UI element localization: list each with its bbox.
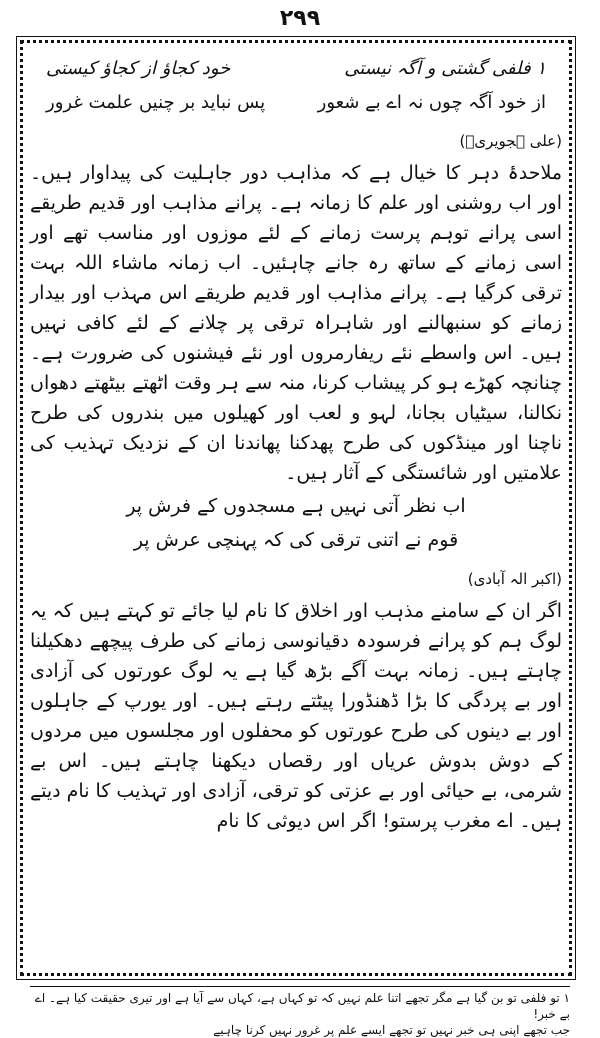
footnotes — [30, 990, 570, 1038]
verse-line-1-right: ۱ فلفی گشتی و آگہ نیستی — [344, 58, 546, 79]
paragraph-1: ملاحدۂ دہر کا خیال ہے کہ مذاہب دور جاہلیت کی پیداوار ہیں۔ اور اب روشنی اور علم کا زمانہ ہے۔ پرانے مذاہب اور قدیم طریقے اسی پرانے توہم پرست زمانے کے لئے موزوں اور مناسب تھے اور اسی زمانے کے ساتھ رہ جانے چاہئیں۔ اب زمانہ ماشاء اللہ بہت ترقی کرگیا ہے۔ پرانے مذاہب اور قدیم طریقے اس مہذب اور بیدار زمانے کو سنبھالنے اور شاہراہ ترقی پر چلانے کے لئے کافی نہیں ہیں۔ اس واسطے نئے ریفارمروں اور نئے فیشنوں کی ضرورت ہے۔ چنانچہ کھڑے ہو کر پیشاب کرنا، منہ سے ہر وقت اٹھتے بیٹھتے دھواں نکالنا، سیٹیاں بجانا، لہو و لعب اور کھیلوں میں بندروں کی طرح ناچنا اور مینڈکوں کی طرح پھدکنا پھاندنا ان کے نزدیک تہذیب کی علامتیں اور شائستگی کے آثار ہیں۔ — [30, 162, 562, 484]
couplet-line-2: قوم نے اتنی ترقی کی کہ پہنچی عرش پر — [133, 529, 459, 551]
couplet-line-1: اب نظر آتی نہیں ہے مسجدوں کے فرش پر — [126, 495, 466, 517]
page-number: ۲۹۹ — [279, 6, 321, 31]
attribution-ali-hujwiri: (علی ہجویریؒ) — [459, 132, 562, 150]
prose-block-1 — [30, 158, 562, 488]
prose-block-2 — [30, 596, 562, 836]
page-body — [30, 52, 562, 836]
footnote-line-1: ۱ تو فلفی تو بن گیا ہے مگر تجھے اتنا علم نہیں کہ تو کہاں ہے، کہاں سے آیا ہے اور تیری حقیقت کیا ہے۔ اے بے خبر! — [34, 991, 570, 1021]
footnote-line-2: جب تجھے اپنی ہی خبر نہیں تو تجھے ایسے علم پر غرور نہیں کرنا چاہیے — [213, 1023, 570, 1037]
verse-line-2 — [30, 88, 562, 118]
verse-line-1 — [30, 54, 562, 84]
verse-line-2-left: پس نباید بر چنیں علمت غرور — [46, 92, 266, 113]
footnote-divider — [30, 986, 570, 987]
paragraph-2: اگر ان کے سامنے مذہب اور اخلاق کا نام لیا جائے تو کہتے ہیں کہ یہ لوگ ہم کو پرانے فرسودہ دقیانوسی زمانے کی طرف پیچھے دھکیلنا چاہتے ہیں۔ زمانہ بہت آگے بڑھ گیا ہے یہ لوگ عورتوں کی آزادی اور بے پردگی کا بڑا ڈھنڈورا پیٹتے رہتے ہیں۔ اور یورپ کے جاہلوں اور بے دینوں کی طرح عورتوں کو محفلوں اور مجلسوں میں مردوں کے دوش بدوش عریاں اور رقصاں دیکھنا چاہتے ہیں۔ اس بے شرمی، بے حیائی اور بے عزتی کو ترقی، آزادی اور تہذیب کا نام دیتے ہیں۔ اے مغرب پرستو! اگر اس دیوثی کا نام — [30, 600, 562, 832]
verse-line-1-left: خود کجاؤ از کجاؤ کیستی — [46, 58, 231, 79]
attribution-akbar-allahabadi: (اکبر الہ آبادی) — [467, 570, 562, 588]
verse-line-2-right: از خود آگہ چوں نہ اے بے شعور — [317, 92, 546, 113]
